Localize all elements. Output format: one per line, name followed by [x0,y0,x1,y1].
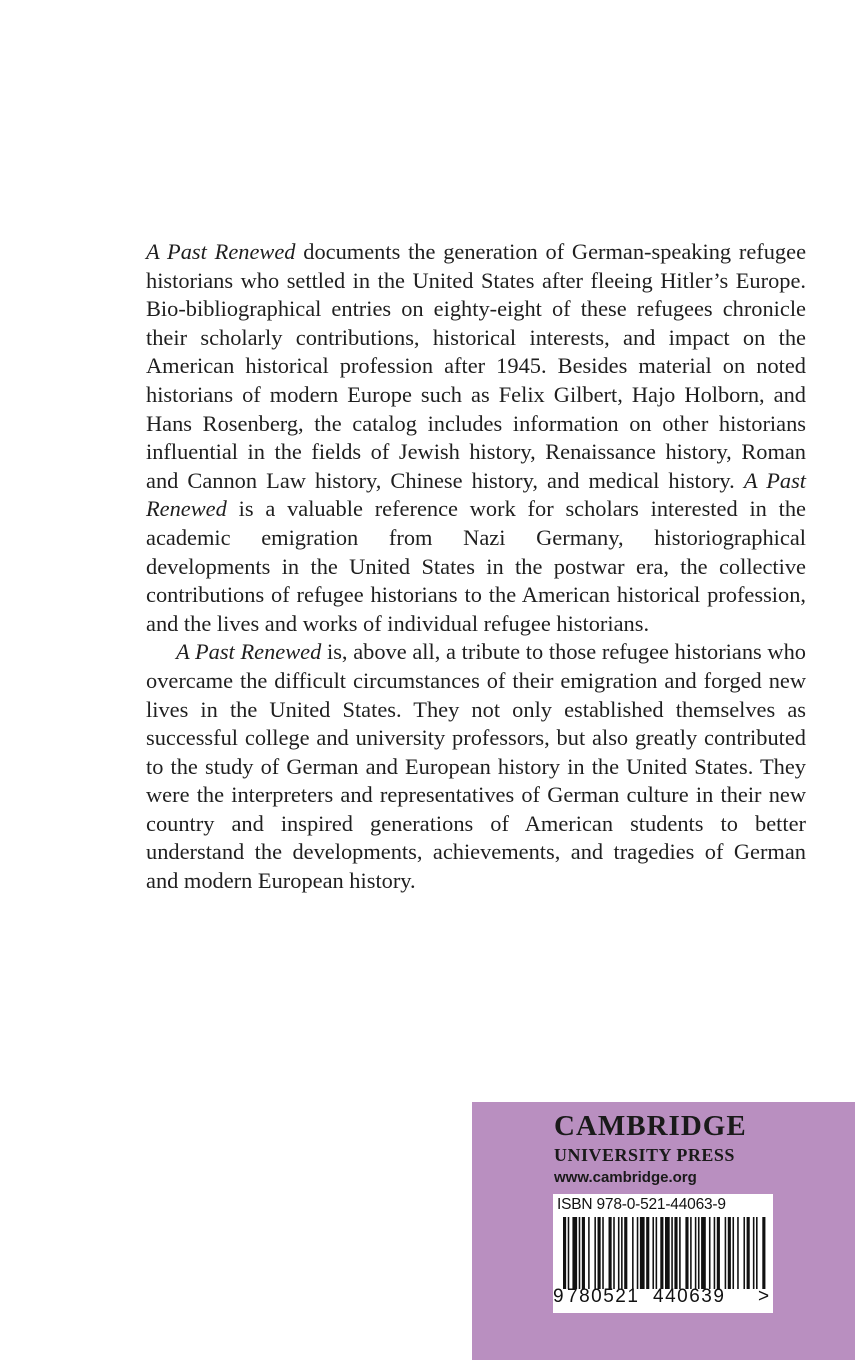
barcode-bar [714,1217,716,1289]
publisher-subtitle: UNIVERSITY PRESS [554,1145,735,1165]
barcode-bar [624,1217,627,1289]
book-title: A Past Renewed [146,467,807,522]
barcode-bars [563,1217,767,1289]
barcode-bar [753,1217,755,1289]
barcode-bar [747,1217,750,1289]
barcode-bar [640,1217,645,1289]
blurb-paragraph-1: A Past Renewed documents the generation of German-speaking refugee historians who settled in the United States after fleeing Hitler’s Europe. Bio-bibliographical entries on eighty-eight of these refugees chronicle their scholarly contributions, historical interests, and impact on the American historical profession after 1945. Besides material on noted historians of modern Europe such as Felix Gilbert, Hajo Holborn, and Hans Rosenberg, the catalog includes information on other historians influential in the fields of Jewish history, Renaissance history, Roman and Cannon Law history, Chinese history, and medical history. A Past Renewed is a valuable reference work for scholars interested in the academic emigration from Nazi Germany, historiographical developments in the United States in the postwar era, the collective contributions of refugee historians to the American historical profession, and the lives and works of individual refugee historians. [146,239,807,636]
barcode-bar [674,1217,677,1289]
barcode-bar [621,1217,623,1289]
barcode-bar [728,1217,731,1289]
publisher-box [472,1102,855,1360]
barcode-bar [671,1217,673,1289]
barcode-bar [756,1217,758,1289]
barcode-bar [701,1217,706,1289]
barcode-bar [582,1217,585,1289]
barcode-bar [652,1217,654,1289]
barcode-bar [656,1217,658,1289]
barcode-bar [665,1217,670,1289]
barcode-bar [579,1217,581,1289]
barcode-bar [690,1217,692,1289]
barcode-bar [613,1217,615,1289]
barcode-bar [679,1217,681,1289]
barcode-bar [685,1217,688,1289]
barcode-bar [637,1217,639,1289]
barcode-bar [568,1217,570,1289]
book-title: A Past Renewed [146,239,296,264]
barcode-bar [602,1217,604,1289]
barcode-bar [743,1217,745,1289]
blurb-text [146,238,806,896]
barcode-bar [632,1217,634,1289]
barcode-bar [588,1217,590,1289]
barcode-bar [725,1217,727,1289]
book-title: A Past Renewed [176,639,322,665]
isbn-barcode: ISBN 978-0-521-44063-9 9 780521 440639 > [553,1194,773,1313]
barcode-bar [594,1217,596,1289]
barcode-bar [609,1217,612,1289]
barcode-bar [717,1217,720,1289]
barcode-bar [732,1217,734,1289]
barcode-bar [709,1217,711,1289]
isbn-label: ISBN 978-0-521-44063-9 [557,1196,726,1213]
blurb-paragraph-2: A Past Renewed is, above all, a tribute to those refugee historians who overcame the difficult circumstances of their emigration and forged new lives in the United States. They not only established themselves as successful college and university professors, but also greatly contributed to the study of German and European history in the United States. They were the interpreters and representatives of German culture in their new country and inspired generations of American students to better understand the developments, achievements, and tragedies of German and modern European history. [146,639,806,894]
publisher-url: www.cambridge.org [554,1169,697,1186]
barcode-bar [698,1217,700,1289]
publisher-name: CAMBRIDGE [554,1110,747,1142]
barcode-bar [618,1217,620,1289]
barcode-bar [695,1217,697,1289]
barcode-bar [598,1217,601,1289]
barcode-bar [572,1217,577,1289]
barcode-bar [660,1217,663,1289]
barcode-bar [563,1217,566,1289]
barcode-bar [646,1217,649,1289]
barcode-bar [737,1217,739,1289]
barcode-bar [762,1217,765,1289]
